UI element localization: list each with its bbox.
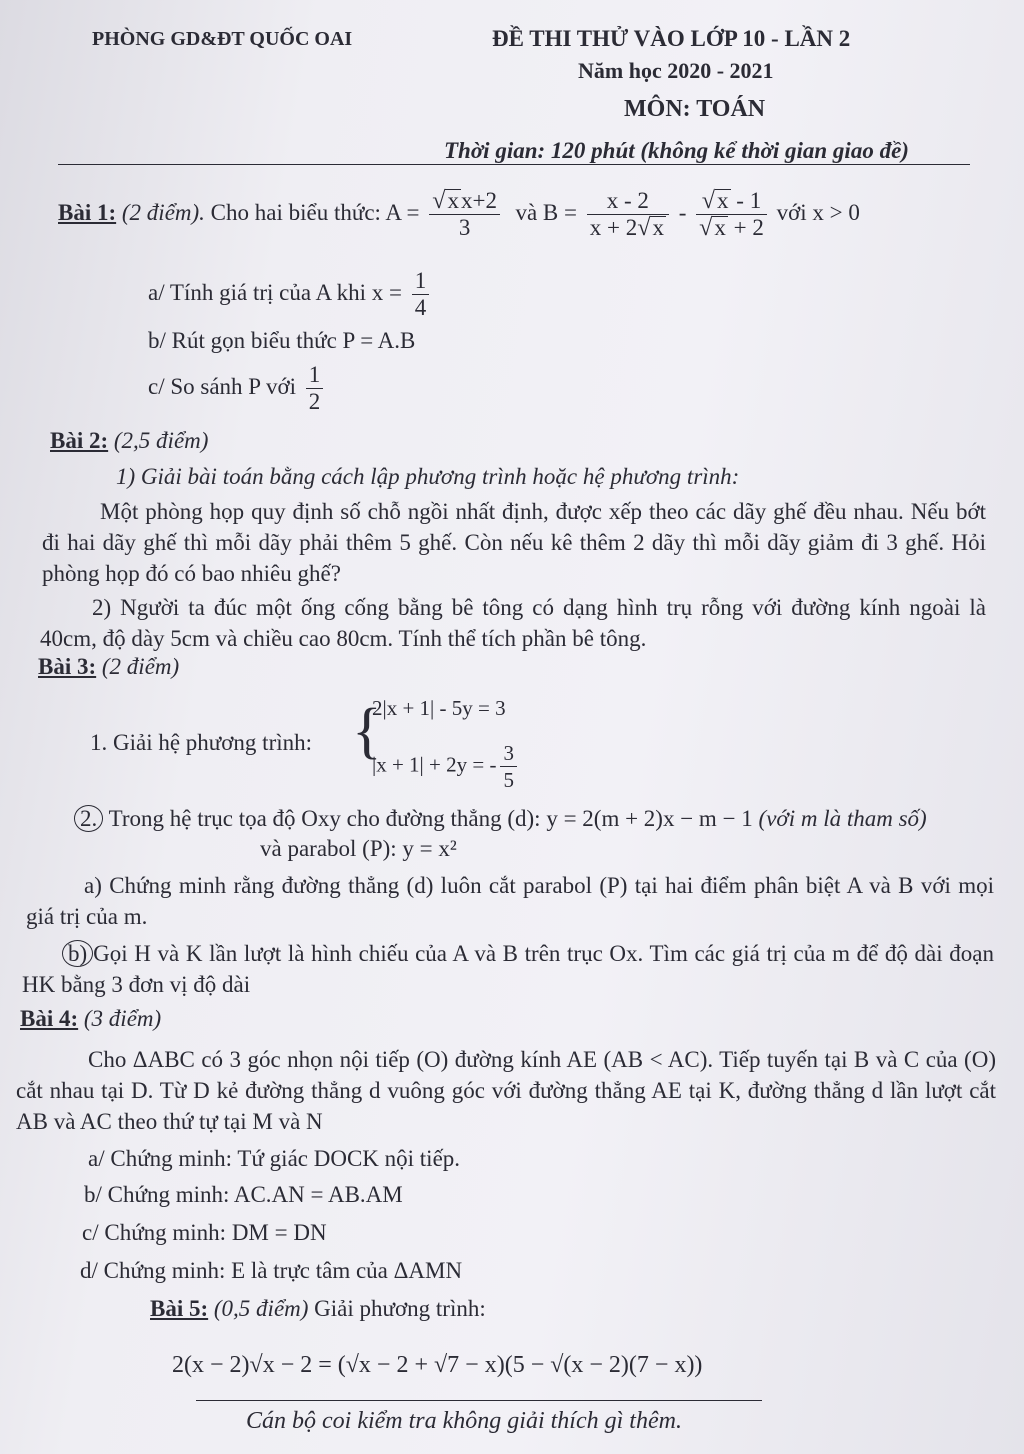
exam-title: ĐỀ THI THỬ VÀO LỚP 10 - LẦN 2 xyxy=(492,26,851,51)
footer-note: Cán bộ coi kiểm tra không giải thích gì thêm. xyxy=(246,1408,682,1434)
bai1-points: (2 điểm). xyxy=(121,199,205,225)
condition: với x > 0 xyxy=(776,199,860,225)
bai3-heading: Bài 3: (2 điểm) xyxy=(38,654,180,679)
exam-time: Thời gian: 120 phút (không kể thời gian giao đề) xyxy=(444,138,909,163)
bai1-intro: Cho hai biểu thức: xyxy=(210,199,381,225)
bai1-qa: a/ Tính giá trị của A khi x = $\frac{1}{4}$ xyxy=(148,268,433,321)
expr-a: $\frac{√xx+2}{3}$ xyxy=(429,188,500,241)
bai4-qc: c/ Chứng minh: DM = DN xyxy=(82,1220,327,1245)
bai4-heading: Bài 4: (3 điểm) xyxy=(20,1006,162,1031)
school-year: Năm học 2020 - 2021 xyxy=(578,58,774,83)
bai2-heading: Bài 2: (2,5 điểm) xyxy=(50,428,209,453)
bai4-qb: b/ Chứng minh: AC.AN = AB.AM xyxy=(84,1182,403,1207)
system-brace: { xyxy=(352,697,382,765)
bai5-heading: Bài 5: (0,5 điểm) Giải phương trình: xyxy=(150,1296,486,1321)
expr-b-frac2: $\frac{√x - 1}{√x + 2}$ xyxy=(696,188,767,241)
bai1-qb: b/ Rút gọn biểu thức P = A.B xyxy=(148,328,416,353)
footer-divider xyxy=(196,1400,762,1401)
bai3-q2-line2: và parabol (P): y = x² xyxy=(260,836,457,861)
school-name: PHÒNG GD&ĐT QUỐC OAI xyxy=(92,28,353,50)
expr-b-lhs: B = xyxy=(542,199,577,225)
system-eq1: 2|x + 1| - 5y = 3 xyxy=(372,696,506,720)
bai5-equation: 2(x − 2)√x − 2 = (√x − 2 + √7 − x)(5 − √(x − 2)(7 − x)) xyxy=(172,1352,703,1378)
bai3-q1: 1. Giải hệ phương trình: xyxy=(90,730,313,755)
bai1-qc: c/ So sánh P với $\frac{1}{2}$ xyxy=(148,362,327,415)
bai2-sub1: 1) Giải bài toán bằng cách lập phương trình hoặc hệ phương trình: xyxy=(116,464,740,489)
system-eq2: |x + 1| + 2y = - $\frac{3}{5}$ xyxy=(372,740,521,793)
expr-b-frac1: $\frac{x - 2}{x + 2√x}$ xyxy=(587,188,669,241)
bai2-problem1: Một phòng họp quy định số chỗ ngồi nhất định, được xếp theo các dãy ghế đều nhau. Nếu bớt đi hai dãy ghế thì mỗi dãy phải thêm 5 ghế. Còn nếu kê thêm 2 dãy thì mỗi dãy giảm đi 3 ghế. Hỏi phòng họp đó có bao nhiêu ghế? xyxy=(42,499,986,586)
q2-number: 2. xyxy=(74,805,103,832)
subject: MÔN: TOÁN xyxy=(624,96,766,122)
expr-a-lhs: A = xyxy=(385,199,420,225)
bai1-line: Bài 1: (2 điểm). Cho hai biểu thức: A = $\frac{√xx+2}{3}$ và B = $\frac{x - 2}{x + 2√x}$ - $\frac{√x - 1}{√x + 2}$ với x > 0 xyxy=(58,187,860,241)
and-word: và xyxy=(515,199,538,225)
bai1-label: Bài 1: xyxy=(58,199,117,225)
qb-label: b) xyxy=(62,940,93,967)
header-divider xyxy=(58,164,970,165)
bai3-qa: a) Chứng minh rằng đường thẳng (d) luôn cắt parabol (P) tại hai điểm phân biệt A và B với mọi giá trị của m. xyxy=(26,873,994,929)
bai4-qa: a/ Chứng minh: Tứ giác DOCK nội tiếp. xyxy=(88,1146,461,1171)
bai3-qb: b) Gọi H và K lần lượt là hình chiếu của A và B trên trục Ox. Tìm các giá trị của m để độ dài đoạn HK bằng 3 đơn vị độ dài xyxy=(22,941,994,997)
bai4-problem: Cho ΔABC có 3 góc nhọn nội tiếp (O) đường kính AE (AB < AC). Tiếp tuyến tại B và C của (O) cắt nhau tại D. Từ D kẻ đường thẳng d vuông góc với đường thẳng AE tại K, đường thẳng d lần lượt cắt AB và AC theo thứ tự tại M và N xyxy=(16,1047,996,1134)
bai3-q2-line1: 2. Trong hệ trục tọa độ Oxy cho đường thẳng (d): y = 2(m + 2)x − m − 1 (với m là tham số) xyxy=(74,806,927,832)
bai4-qd: d/ Chứng minh: E là trực tâm của ΔAMN xyxy=(80,1258,463,1283)
bai2-problem2: 2) Người ta đúc một ống cống bằng bê tông có dạng hình trụ rỗng với đường kính ngoài là 40cm, độ dày 5cm và chiều cao 80cm. Tính thể tích phần bê tông. xyxy=(40,595,986,651)
